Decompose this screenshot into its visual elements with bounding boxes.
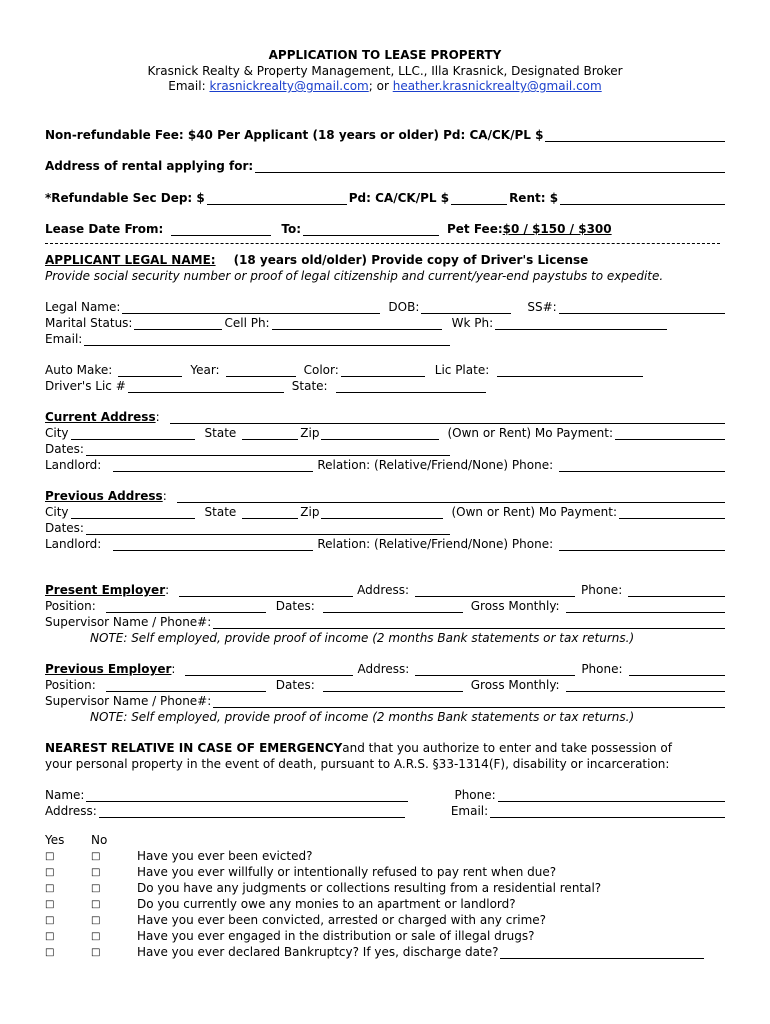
legal-name-label: Legal Name: <box>45 300 121 314</box>
emergency-email-label: Email: <box>450 804 489 818</box>
lease-from-field[interactable] <box>171 222 271 236</box>
auto-row <box>45 361 727 377</box>
question-row <box>0 881 770 897</box>
nonrefundable-fee-field[interactable] <box>545 128 725 142</box>
yes-checkbox[interactable]: □ <box>45 883 55 894</box>
security-deposit-field[interactable] <box>207 191 347 205</box>
previous-dates-label: Dates: <box>45 521 84 535</box>
ss-label: SS#: <box>527 300 557 314</box>
previous-employer-field[interactable] <box>185 662 353 676</box>
yes-checkbox[interactable]: □ <box>45 867 55 878</box>
present-position-row <box>45 597 727 613</box>
work-phone-field[interactable] <box>495 316 667 330</box>
email-separator: ; or <box>368 79 389 93</box>
applicant-email-row <box>45 330 727 346</box>
auto-year-field[interactable] <box>226 363 296 377</box>
nonrefundable-fee-row <box>45 126 727 142</box>
emergency-address-label: Address: <box>45 804 97 818</box>
discharge-date-field[interactable] <box>500 945 704 959</box>
current-zip-field[interactable] <box>321 426 439 440</box>
emergency-email-field[interactable] <box>490 804 725 818</box>
emergency-text-line-1 <box>45 739 727 755</box>
lic-plate-label: Lic Plate: <box>434 363 490 377</box>
present-employer-row: Present Employer : Address: Phone: <box>45 581 727 597</box>
current-relation-label: Relation: (Relative/Friend/None) Phone: <box>317 458 554 472</box>
previous-address-heading: Previous Address <box>45 489 163 503</box>
present-position-field[interactable] <box>106 599 266 613</box>
previous-dates-field[interactable] <box>323 678 463 692</box>
present-employer-note: NOTE: Self employed, provide proof of income (2 months Bank statements or tax returns.) <box>90 631 635 645</box>
previous-position-field[interactable] <box>106 678 266 692</box>
emergency-phone-label: Phone: <box>454 788 496 802</box>
auto-color-label: Color: <box>303 363 339 377</box>
current-state-label: State <box>204 426 237 440</box>
emergency-address-field[interactable] <box>99 804 405 818</box>
no-checkbox[interactable]: □ <box>91 851 101 862</box>
current-dates-field[interactable] <box>86 442 450 456</box>
yes-checkbox[interactable]: □ <box>45 851 55 862</box>
previous-landlord-row <box>45 535 727 551</box>
previous-city-field[interactable] <box>71 505 195 519</box>
previous-address-row: Previous Address : <box>45 487 727 503</box>
marital-label: Marital Status: <box>45 316 133 330</box>
current-zip-label: Zip <box>300 426 320 440</box>
no-checkbox[interactable]: □ <box>91 899 101 910</box>
legal-name-row <box>45 298 727 314</box>
applicant-email-label: Email: <box>45 332 83 346</box>
previous-relation-label: Relation: (Relative/Friend/None) Phone: <box>317 537 554 551</box>
question-row <box>0 865 770 881</box>
current-landlord-label: Landlord: <box>45 458 102 472</box>
drivers-license-label: Driver's Lic # <box>45 379 126 393</box>
lic-plate-field[interactable] <box>497 363 643 377</box>
marital-row <box>45 314 727 330</box>
previous-zip-label: Zip <box>300 505 320 519</box>
question-row <box>0 929 770 945</box>
security-deposit-row <box>45 189 727 205</box>
current-city-label: City <box>45 426 69 440</box>
lease-to-label: To: <box>281 222 301 236</box>
previous-position-row <box>45 676 727 692</box>
rental-address-field[interactable] <box>255 159 725 173</box>
applicant-email-field[interactable] <box>84 332 450 346</box>
security-deposit-paid-label: Pd: CA/CK/PL $ <box>348 191 450 205</box>
current-dates-label: Dates: <box>45 442 84 456</box>
emergency-address-row <box>45 802 727 818</box>
question-text: Do you currently owe any monies to an apartment or landlord? <box>137 897 516 911</box>
yes-column-label: Yes <box>45 833 65 847</box>
company-line: Krasnick Realty & Property Management, LLC., Illa Krasnick, Designated Broker <box>147 64 623 78</box>
emergency-phone-field[interactable] <box>498 788 725 802</box>
previous-city-label: City <box>45 505 69 519</box>
drivers-license-row <box>45 377 727 393</box>
pet-fee-label: Pet Fee: <box>447 222 503 236</box>
current-landlord-phone-field[interactable] <box>559 458 725 472</box>
question-text: Have you ever willfully or intentionally refused to pay rent when due? <box>137 865 557 879</box>
previous-employer-address-field[interactable] <box>415 662 575 676</box>
present-supervisor-row <box>45 613 727 629</box>
present-employer-address-field[interactable] <box>415 583 575 597</box>
rental-address-row <box>45 157 727 173</box>
applicant-heading-rest: (18 years old/older) Provide copy of Driver's License <box>233 253 589 267</box>
present-supervisor-label: Supervisor Name / Phone#: <box>45 615 212 629</box>
applicant-heading: APPLICANT LEGAL NAME: <box>45 253 216 267</box>
previous-employer-address-label: Address: <box>357 662 410 676</box>
dl-state-field[interactable] <box>336 379 486 393</box>
yes-checkbox[interactable]: □ <box>45 931 55 942</box>
cell-phone-label: Cell Ph: <box>224 316 270 330</box>
auto-year-label: Year: <box>190 363 220 377</box>
previous-payment-field[interactable] <box>619 505 725 519</box>
present-employer-field[interactable] <box>179 583 353 597</box>
no-checkbox[interactable]: □ <box>91 883 101 894</box>
no-checkbox[interactable]: □ <box>91 947 101 958</box>
current-landlord-row <box>45 456 727 472</box>
email-label: Email: <box>168 79 206 93</box>
lease-to-field[interactable] <box>303 222 439 236</box>
previous-state-label: State <box>204 505 237 519</box>
previous-supervisor-field[interactable] <box>213 694 725 708</box>
previous-gross-field[interactable] <box>566 678 725 692</box>
current-city-row <box>45 424 727 440</box>
previous-dates-label: Dates: <box>275 678 315 692</box>
question-row-bankruptcy <box>137 945 706 959</box>
present-supervisor-field[interactable] <box>213 615 725 629</box>
yes-checkbox[interactable]: □ <box>45 899 55 910</box>
previous-own-rent-label: (Own or Rent) Mo Payment: <box>451 505 617 519</box>
emergency-name-label: Name: <box>45 788 85 802</box>
previous-employer-note: NOTE: Self employed, provide proof of income (2 months Bank statements or tax returns.) <box>90 710 635 724</box>
form-title: APPLICATION TO LEASE PROPERTY <box>268 48 502 62</box>
applicant-heading-row <box>45 251 727 267</box>
emergency-text-2: your personal property in the event of death, pursuant to A.R.S. §33-1314(F), disability or incarceration: <box>45 757 670 771</box>
applicant-note: Provide social security number or proof of legal citizenship and current/year-end paystubs to expedite. <box>45 269 664 283</box>
question-text: Have you ever been convicted, arrested or charged with any crime? <box>137 913 547 927</box>
emergency-name-row <box>45 786 727 802</box>
previous-dates-row <box>45 519 727 535</box>
present-gross-label: Gross Monthly: <box>470 599 560 613</box>
nonrefundable-fee-label: Non-refundable Fee: $40 Per Applicant (18 years or older) Pd: CA/CK/PL $ <box>45 128 544 142</box>
current-own-rent-label: (Own or Rent) Mo Payment: <box>447 426 613 440</box>
previous-city-row <box>45 503 727 519</box>
previous-employer-row: Previous Employer : Address: Phone: <box>45 660 727 676</box>
question-text: Have you ever engaged in the distribution or sale of illegal drugs? <box>137 929 535 943</box>
current-state-field[interactable] <box>242 426 298 440</box>
current-address-row: Current Address : <box>45 408 727 424</box>
present-gross-field[interactable] <box>566 599 725 613</box>
dob-label: DOB: <box>388 300 420 314</box>
previous-employer-phone-label: Phone: <box>581 662 623 676</box>
ss-field[interactable] <box>559 300 725 314</box>
email-link-1[interactable]: krasnickrealty@gmail.com <box>209 79 369 93</box>
previous-gross-label: Gross Monthly: <box>470 678 560 692</box>
question-row <box>0 849 770 865</box>
previous-dates-field[interactable] <box>86 521 450 535</box>
present-dates-label: Dates: <box>275 599 315 613</box>
previous-address-field[interactable] <box>177 489 725 503</box>
present-employer-phone-field[interactable] <box>628 583 725 597</box>
present-dates-field[interactable] <box>323 599 463 613</box>
previous-supervisor-row <box>45 692 727 708</box>
previous-employer-heading: Previous Employer <box>45 662 172 676</box>
no-checkbox[interactable]: □ <box>91 867 101 878</box>
rental-address-label: Address of rental applying for: <box>45 159 254 173</box>
auto-color-field[interactable] <box>341 363 425 377</box>
marital-field[interactable] <box>134 316 222 330</box>
current-payment-field[interactable] <box>615 426 725 440</box>
question-text: Have you ever been evicted? <box>137 849 313 863</box>
yes-checkbox[interactable]: □ <box>45 947 55 958</box>
lease-dates-row <box>45 220 727 236</box>
no-checkbox[interactable]: □ <box>91 915 101 926</box>
dl-state-label: State: <box>291 379 328 393</box>
security-deposit-label: *Refundable Sec Dep: $ <box>45 191 205 205</box>
pet-fee-options: $0 / $150 / $300 <box>502 222 612 236</box>
question-row <box>0 897 770 913</box>
legal-name-field[interactable] <box>122 300 380 314</box>
previous-landlord-label: Landlord: <box>45 537 102 551</box>
current-city-field[interactable] <box>71 426 195 440</box>
dob-field[interactable] <box>421 300 511 314</box>
work-phone-label: Wk Ph: <box>451 316 494 330</box>
emergency-text-1: and that you authorize to enter and take possession of <box>342 741 672 755</box>
present-employer-phone-label: Phone: <box>581 583 623 597</box>
lease-from-label: Lease Date From: <box>45 222 164 236</box>
previous-zip-field[interactable] <box>321 505 443 519</box>
auto-make-field[interactable] <box>118 363 182 377</box>
email-line <box>0 79 770 93</box>
previous-position-label: Position: <box>45 678 96 692</box>
current-landlord-field[interactable] <box>113 458 313 472</box>
current-address-heading: Current Address <box>45 410 156 424</box>
yes-checkbox[interactable]: □ <box>45 915 55 926</box>
section-divider <box>45 243 720 244</box>
question-row <box>0 913 770 929</box>
email-link-2[interactable]: heather.krasnickrealty@gmail.com <box>392 79 602 93</box>
question-text: Do you have any judgments or collections resulting from a residential rental? <box>137 881 602 895</box>
previous-landlord-field[interactable] <box>113 537 313 551</box>
present-position-label: Position: <box>45 599 96 613</box>
current-dates-row <box>45 440 727 456</box>
current-address-field[interactable] <box>170 410 725 424</box>
drivers-license-field[interactable] <box>128 379 284 393</box>
rent-label: Rent: $ <box>509 191 559 205</box>
auto-make-label: Auto Make: <box>45 363 113 377</box>
present-employer-address-label: Address: <box>357 583 410 597</box>
previous-landlord-phone-field[interactable] <box>559 537 725 551</box>
cell-phone-field[interactable] <box>272 316 442 330</box>
no-checkbox[interactable]: □ <box>91 931 101 942</box>
previous-supervisor-label: Supervisor Name / Phone#: <box>45 694 212 708</box>
previous-employer-phone-field[interactable] <box>629 662 725 676</box>
emergency-name-field[interactable] <box>86 788 408 802</box>
security-deposit-paid-field[interactable] <box>451 191 507 205</box>
rent-field[interactable] <box>560 191 725 205</box>
question-row <box>0 945 770 961</box>
question-text: Have you ever declared Bankruptcy? If yes, discharge date? <box>137 945 499 959</box>
no-column-label: No <box>91 833 108 847</box>
emergency-heading: NEAREST RELATIVE IN CASE OF EMERGENCY <box>45 741 343 755</box>
previous-state-field[interactable] <box>242 505 298 519</box>
present-employer-heading: Present Employer <box>45 583 166 597</box>
